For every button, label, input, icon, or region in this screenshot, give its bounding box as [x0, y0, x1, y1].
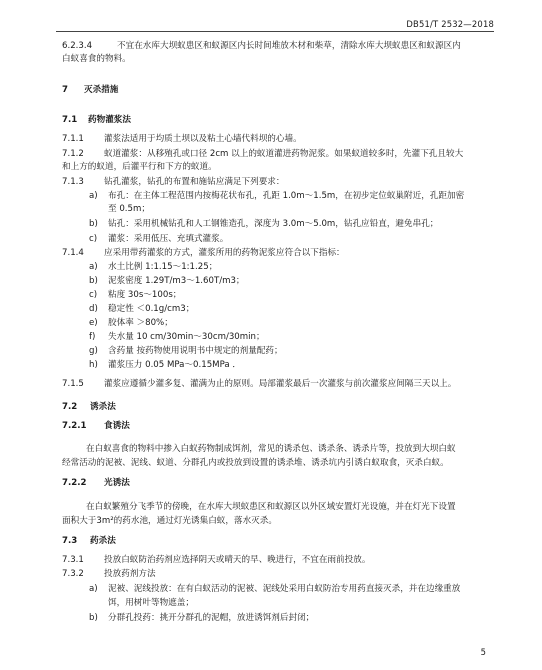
list-marker: f) [89, 332, 96, 342]
list-marker: g) [89, 346, 98, 356]
clause-text: 和上方的蚁道，后灌平行和下方的蚁道。 [62, 162, 217, 172]
paragraph-text: 在白蚁喜食的物料中掺入白蚁药物制成饵剂，常见的诱杀包、诱杀条、诱杀片等，投放到大坝白蚁 [86, 444, 456, 454]
section-title: 光诱法 [104, 478, 130, 488]
clause-number: 7.1.1 [62, 134, 84, 144]
clause-text: 投放白蚁防治药剂应选择阴天或晴天的早、晚进行，不宜在雨前投放。 [104, 555, 371, 565]
list-text: 灌浆压力 0.05 MPa～0.15MPa ． [108, 360, 241, 370]
list-text: 布孔：在主体工程范围内按梅花状布孔，孔距 1.0m～1.5m，在初步定位蚁巢附近，孔距加密 [108, 191, 465, 201]
clause-number: 6.2.3.4 [62, 41, 93, 51]
list-marker: a) [89, 584, 98, 594]
clause-text: 蚁道灌浆：从移殖孔或口径 2cm 以上的蚁道灌进药物泥浆。如果蚁道较多时，先灌下孔且较大 [104, 149, 464, 159]
section-number: 7.2 [62, 402, 78, 412]
clause-number: 7.3.1 [62, 555, 84, 565]
list-text: 含药量 按药物使用说明书中规定的剂量配药； [108, 346, 283, 356]
list-text: 泥被、泥线投放：在有白蚁活动的泥被、泥线处采用白蚁防治专用药直接灭杀，并在边缘重放 [108, 584, 461, 594]
section-title: 诱杀法 [90, 402, 116, 412]
list-marker: b) [89, 219, 98, 229]
clause-text: 投放药剂方法 [104, 569, 156, 579]
clause-text: 应采用带药灌浆的方式，灌浆所用的药物泥浆应符合以下指标： [104, 248, 345, 258]
paragraph-text: 面积大于3m²的药水池，通过灯光诱集白蚁，落水灭杀。 [62, 516, 277, 526]
list-text: 失水量 10 cm/30min～30cm/30min； [108, 332, 265, 342]
clause-number: 7.1.5 [62, 379, 84, 389]
list-text: 粘度 30s～100s； [108, 290, 182, 300]
section-title: 药物灌浆法 [88, 115, 131, 125]
section-title: 灭杀措施 [84, 85, 119, 95]
list-marker: e) [89, 318, 98, 328]
section-number: 7.2.2 [62, 478, 87, 488]
list-text: 稳定性 ＜0.1g/cm3； [108, 304, 195, 314]
page-number: 5 [480, 647, 486, 657]
list-text: 分群孔投药：挑开分群孔的泥帽，放进诱饵剂后封闭； [108, 613, 315, 623]
list-text: 饵，用树叶等物遮盖； [108, 598, 194, 608]
list-marker: b) [89, 276, 98, 286]
list-marker: h) [89, 360, 98, 370]
list-text: 钻孔：采用机械钻孔和人工钢锥造孔，深度为 3.0m～5.0m，钻孔应铅直，避免串孔； [108, 219, 439, 229]
clause-text: 白蚁喜食的物料。 [62, 54, 131, 64]
section-number: 7.2.1 [62, 421, 87, 431]
paragraph-text: 经常活动的泥被、泥线、蚁道、分群孔内或投放到设置的诱杀堆、诱杀坑内引诱白蚁取食，灭杀白蚁。 [62, 458, 449, 468]
list-marker: a) [89, 262, 98, 272]
section-number: 7 [62, 85, 68, 95]
list-marker: a) [89, 191, 98, 201]
header-rule [56, 31, 494, 32]
clause-number: 7.3.2 [62, 569, 84, 579]
clause-number: 7.1.3 [62, 177, 84, 187]
clause-number: 7.1.2 [62, 149, 84, 159]
list-marker: c) [89, 290, 98, 300]
section-title: 食诱法 [104, 421, 130, 431]
list-marker: c) [89, 234, 98, 244]
clause-text: 钻孔灌浆，钻孔的布置和施钻应满足下列要求： [104, 177, 285, 187]
section-number: 7.1 [62, 115, 78, 125]
list-text: 胶体率 ＞80%； [108, 318, 173, 328]
clause-text: 不宜在水库大坝蚁患区和蚁源区内长时间堆放木材和柴草，清除水库大坝蚁患区和蚁源区内 [117, 41, 461, 51]
section-title: 药杀法 [90, 536, 116, 546]
clause-text: 灌浆法适用于均质土坝以及粘土心墙代料坝的心墙。 [104, 134, 302, 144]
paragraph-text: 在白蚁繁殖分飞季节的傍晚，在水库大坝蚁患区和蚁源区以外区域安置灯光设施，并在灯光下设置 [86, 502, 456, 512]
list-text: 灌浆：采用低压、充填式灌浆。 [108, 234, 229, 244]
section-number: 7.3 [62, 536, 78, 546]
list-marker: d) [89, 304, 98, 314]
list-text: 泥浆密度 1.29T/m3～1.60T/m3； [108, 276, 245, 286]
standard-code-header: DB51/T 2532—2018 [406, 19, 494, 29]
list-text: 水土比例 1:1.15～1:1.25； [108, 262, 218, 272]
clause-text: 灌浆应遵循少灌多复、灌满为止的原则。局部灌浆最后一次灌浆与前次灌浆应间隔三天以上。 [104, 379, 457, 389]
list-text: 至 0.5m； [108, 204, 150, 214]
list-marker: b) [89, 613, 98, 623]
clause-number: 7.1.4 [62, 248, 84, 258]
